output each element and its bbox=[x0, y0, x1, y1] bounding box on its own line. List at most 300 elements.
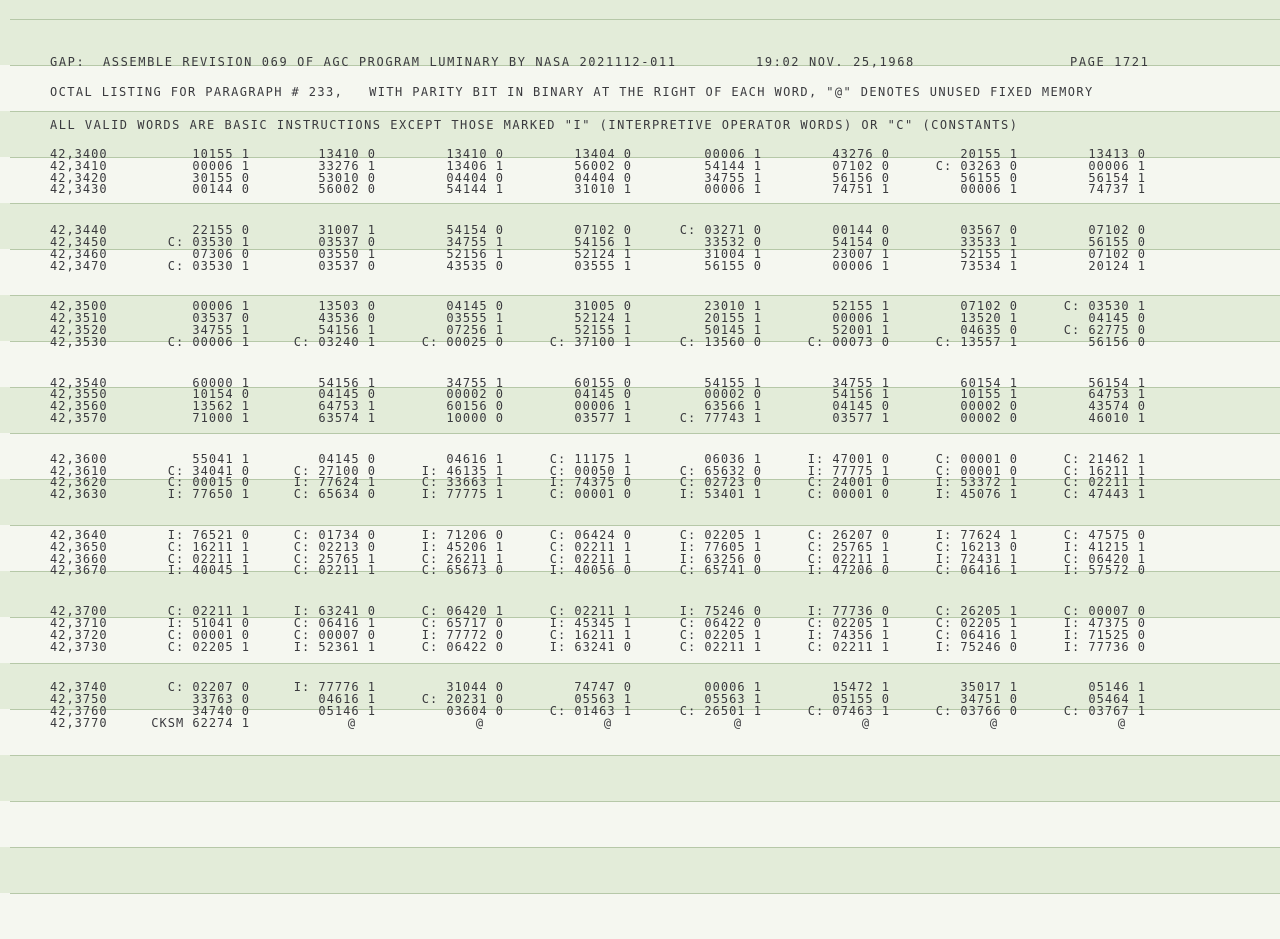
word-cell: 56156 0 bbox=[1088, 335, 1146, 349]
word-cell: 03567 0 bbox=[960, 223, 1018, 237]
word-cell: 56002 0 bbox=[318, 182, 376, 196]
word-cell: C: 24001 0 bbox=[807, 475, 890, 489]
word-cell: C: 62775 0 bbox=[1063, 323, 1146, 337]
word-cell: C: 03766 0 bbox=[935, 704, 1018, 718]
word-cell: I: 53372 1 bbox=[935, 475, 1018, 489]
word-cell: C: 65673 0 bbox=[421, 563, 504, 577]
word-cell: 52001 1 bbox=[832, 323, 890, 337]
word-cell: I: 77650 1 bbox=[167, 487, 250, 501]
ruled-line bbox=[10, 755, 1280, 756]
word-cell: C: 00001 0 bbox=[935, 464, 1018, 478]
word-cell: 07102 0 bbox=[832, 159, 890, 173]
word-cell: 56154 1 bbox=[1088, 171, 1146, 185]
word-cell: C: 34041 0 bbox=[167, 464, 250, 478]
word-cell: 54156 1 bbox=[318, 376, 376, 390]
word-cell: 54155 1 bbox=[704, 376, 762, 390]
word-cell: I: 53401 1 bbox=[679, 487, 762, 501]
word-cell: C: 02211 1 bbox=[293, 563, 376, 577]
word-cell: 63574 1 bbox=[318, 411, 376, 425]
word-cell: C: 01463 1 bbox=[549, 704, 632, 718]
address-cell: 42,3440 bbox=[50, 223, 108, 237]
word-cell: I: 77736 0 bbox=[807, 604, 890, 618]
unused-memory-cell: @ bbox=[1117, 716, 1127, 730]
address-cell: 42,3740 bbox=[50, 680, 108, 694]
word-cell: I: 51041 0 bbox=[167, 616, 250, 630]
word-cell: I: 47375 0 bbox=[1063, 616, 1146, 630]
word-cell: C: 02205 1 bbox=[167, 640, 250, 654]
word-cell: C: 25765 1 bbox=[293, 552, 376, 566]
word-cell: C: 00001 0 bbox=[167, 628, 250, 642]
word-cell: C: 06416 1 bbox=[293, 616, 376, 630]
word-cell: 54154 0 bbox=[446, 223, 504, 237]
word-cell: 04404 0 bbox=[446, 171, 504, 185]
address-cell: 42,3600 bbox=[50, 452, 108, 466]
word-cell: 13562 1 bbox=[192, 399, 250, 413]
word-cell: 00144 0 bbox=[192, 182, 250, 196]
word-cell: 07306 0 bbox=[192, 247, 250, 261]
word-cell: C: 01734 0 bbox=[293, 528, 376, 542]
ruled-line bbox=[10, 847, 1280, 848]
unused-memory-cell: @ bbox=[989, 716, 999, 730]
word-cell: C: 02211 1 bbox=[167, 552, 250, 566]
ruled-line bbox=[10, 433, 1280, 434]
address-cell: 42,3550 bbox=[50, 387, 108, 401]
word-cell: 04145 0 bbox=[318, 452, 376, 466]
word-cell: C: 03767 1 bbox=[1063, 704, 1146, 718]
word-cell: 20155 1 bbox=[704, 311, 762, 325]
word-cell: C: 02211 1 bbox=[549, 540, 632, 554]
word-cell: 34755 1 bbox=[704, 171, 762, 185]
listing-title: GAP: ASSEMBLE REVISION 069 OF AGC PROGRAM LUMINARY BY NASA 2021112-011 bbox=[50, 55, 677, 69]
word-cell: C: 03240 1 bbox=[293, 335, 376, 349]
word-cell: 34755 1 bbox=[192, 323, 250, 337]
word-cell: 03537 0 bbox=[192, 311, 250, 325]
word-cell: I: 77624 1 bbox=[935, 528, 1018, 542]
word-cell: I: 77736 0 bbox=[1063, 640, 1146, 654]
word-cell: 00006 1 bbox=[832, 259, 890, 273]
word-cell: 64753 1 bbox=[318, 399, 376, 413]
word-cell: C: 00001 0 bbox=[807, 487, 890, 501]
address-cell: 42,3650 bbox=[50, 540, 108, 554]
word-cell: I: 72431 1 bbox=[935, 552, 1018, 566]
ruled-line bbox=[10, 203, 1280, 204]
address-cell: 42,3670 bbox=[50, 563, 108, 577]
word-cell: 00006 1 bbox=[1088, 159, 1146, 173]
word-cell: 56154 1 bbox=[1088, 376, 1146, 390]
word-cell: 56155 0 bbox=[1088, 235, 1146, 249]
word-cell: 60156 0 bbox=[446, 399, 504, 413]
word-cell: 52124 1 bbox=[574, 247, 632, 261]
word-cell: 10155 1 bbox=[960, 387, 1018, 401]
timestamp: 19:02 NOV. 25,1968 bbox=[756, 55, 915, 69]
ruled-line bbox=[10, 295, 1280, 296]
word-cell: 04404 0 bbox=[574, 171, 632, 185]
word-cell: C: 00006 1 bbox=[167, 335, 250, 349]
word-cell: C: 07463 1 bbox=[807, 704, 890, 718]
word-cell: 52124 1 bbox=[574, 311, 632, 325]
word-cell: I: 71206 0 bbox=[421, 528, 504, 542]
word-cell: 31005 0 bbox=[574, 299, 632, 313]
address-cell: 42,3540 bbox=[50, 376, 108, 390]
address-cell: 42,3640 bbox=[50, 528, 108, 542]
word-cell: I: 77772 0 bbox=[421, 628, 504, 642]
word-cell: 13410 0 bbox=[446, 147, 504, 161]
word-cell: 04616 1 bbox=[318, 692, 376, 706]
unused-memory-cell: @ bbox=[475, 716, 485, 730]
word-cell: 10155 1 bbox=[192, 147, 250, 161]
word-cell: 03577 1 bbox=[574, 411, 632, 425]
word-cell: 00006 1 bbox=[704, 680, 762, 694]
word-cell: 00002 0 bbox=[446, 387, 504, 401]
address-cell: 42,3560 bbox=[50, 399, 108, 413]
word-cell: C: 00073 0 bbox=[807, 335, 890, 349]
word-cell: C: 06420 1 bbox=[421, 604, 504, 618]
word-cell: C: 65717 0 bbox=[421, 616, 504, 630]
word-cell: 52156 1 bbox=[446, 247, 504, 261]
word-cell: C: 27100 0 bbox=[293, 464, 376, 478]
word-cell: 64753 1 bbox=[1088, 387, 1146, 401]
word-cell: 56002 0 bbox=[574, 159, 632, 173]
page-number: PAGE 1721 bbox=[1070, 55, 1150, 69]
word-cell: 33532 0 bbox=[704, 235, 762, 249]
word-cell: 63566 1 bbox=[704, 399, 762, 413]
word-cell: 04145 0 bbox=[574, 387, 632, 401]
word-cell: C: 03263 0 bbox=[935, 159, 1018, 173]
word-cell: 05155 0 bbox=[832, 692, 890, 706]
word-cell: 05563 1 bbox=[704, 692, 762, 706]
word-cell: C: 21462 1 bbox=[1063, 452, 1146, 466]
word-cell: C: 06422 0 bbox=[679, 616, 762, 630]
word-cell: C: 26501 1 bbox=[679, 704, 762, 718]
word-cell: 54154 0 bbox=[832, 235, 890, 249]
ruled-line bbox=[10, 111, 1280, 112]
word-cell: C: 16211 1 bbox=[167, 540, 250, 554]
word-cell: C: 25765 1 bbox=[807, 540, 890, 554]
word-cell: I: 75246 0 bbox=[679, 604, 762, 618]
word-cell: 13413 0 bbox=[1088, 147, 1146, 161]
table-row bbox=[0, 563, 1280, 578]
word-cell: 20124 1 bbox=[1088, 259, 1146, 273]
word-cell: C: 33663 1 bbox=[421, 475, 504, 489]
word-cell: I: 77775 1 bbox=[807, 464, 890, 478]
word-cell: I: 71525 0 bbox=[1063, 628, 1146, 642]
word-cell: C: 02205 1 bbox=[679, 628, 762, 642]
word-cell: I: 63256 0 bbox=[679, 552, 762, 566]
word-cell: 05146 1 bbox=[1088, 680, 1146, 694]
word-cell: I: 47001 0 bbox=[807, 452, 890, 466]
word-cell: 20155 1 bbox=[960, 147, 1018, 161]
unused-memory-cell: @ bbox=[733, 716, 743, 730]
address-cell: 42,3630 bbox=[50, 487, 108, 501]
word-cell: 43276 0 bbox=[832, 147, 890, 161]
word-cell: 34755 1 bbox=[446, 235, 504, 249]
word-cell: 31007 1 bbox=[318, 223, 376, 237]
word-cell: C: 26207 0 bbox=[807, 528, 890, 542]
word-cell: C: 02211 1 bbox=[1063, 475, 1146, 489]
word-cell: 74751 1 bbox=[832, 182, 890, 196]
word-cell: 50145 1 bbox=[704, 323, 762, 337]
word-cell: 15472 1 bbox=[832, 680, 890, 694]
word-cell: 23007 1 bbox=[832, 247, 890, 261]
listing-legend: ALL VALID WORDS ARE BASIC INSTRUCTIONS EXCEPT THOSE MARKED "I" (INTERPRETIVE OPERATOR WORDS) OR "C" (CONSTANTS) bbox=[50, 118, 1019, 132]
word-cell: C: 16211 1 bbox=[1063, 464, 1146, 478]
word-cell: 04616 1 bbox=[446, 452, 504, 466]
ruled-line bbox=[10, 525, 1280, 526]
word-cell: I: 45206 1 bbox=[421, 540, 504, 554]
listing-description: OCTAL LISTING FOR PARAGRAPH # 233, WITH PARITY BIT IN BINARY AT THE RIGHT OF EACH WORD, "@" DENOTES UNUSED FIXED MEMORY bbox=[50, 85, 1094, 99]
word-cell: I: 45345 1 bbox=[549, 616, 632, 630]
word-cell: 34751 0 bbox=[960, 692, 1018, 706]
word-cell: 05146 1 bbox=[318, 704, 376, 718]
word-cell: 04635 0 bbox=[960, 323, 1018, 337]
word-cell: I: 75246 0 bbox=[935, 640, 1018, 654]
word-cell: 00006 1 bbox=[832, 311, 890, 325]
word-cell: 60154 1 bbox=[960, 376, 1018, 390]
word-cell: C: 00015 0 bbox=[167, 475, 250, 489]
address-cell: 42,3750 bbox=[50, 692, 108, 706]
word-cell: 06036 1 bbox=[704, 452, 762, 466]
address-cell: 42,3620 bbox=[50, 475, 108, 489]
ruled-line bbox=[10, 663, 1280, 664]
word-cell: C: 00007 0 bbox=[293, 628, 376, 642]
word-cell: 00006 1 bbox=[704, 182, 762, 196]
word-cell: 34755 1 bbox=[832, 376, 890, 390]
address-cell: 42,3420 bbox=[50, 171, 108, 185]
address-cell: 42,3510 bbox=[50, 311, 108, 325]
table-row bbox=[0, 716, 1280, 731]
word-cell: C: 02211 1 bbox=[807, 552, 890, 566]
table-row bbox=[0, 259, 1280, 274]
word-cell: 30155 0 bbox=[192, 171, 250, 185]
word-cell: C: 03271 0 bbox=[679, 223, 762, 237]
word-cell: 56155 0 bbox=[960, 171, 1018, 185]
word-cell: 35017 1 bbox=[960, 680, 1018, 694]
word-cell: 13406 1 bbox=[446, 159, 504, 173]
address-cell: 42,3410 bbox=[50, 159, 108, 173]
word-cell: 54144 1 bbox=[704, 159, 762, 173]
word-cell: 03537 0 bbox=[318, 235, 376, 249]
word-cell: C: 16211 1 bbox=[549, 628, 632, 642]
word-cell: 60155 0 bbox=[574, 376, 632, 390]
word-cell: 07102 0 bbox=[1088, 223, 1146, 237]
table-row bbox=[0, 640, 1280, 655]
word-cell: C: 06416 1 bbox=[935, 628, 1018, 642]
word-cell: 04145 0 bbox=[832, 399, 890, 413]
address-cell: 42,3710 bbox=[50, 616, 108, 630]
address-cell: 42,3720 bbox=[50, 628, 108, 642]
word-cell: 31010 1 bbox=[574, 182, 632, 196]
word-cell: 34755 1 bbox=[446, 376, 504, 390]
word-cell: 43574 0 bbox=[1088, 399, 1146, 413]
word-cell: I: 40056 0 bbox=[549, 563, 632, 577]
word-cell: 13404 0 bbox=[574, 147, 632, 161]
word-cell: 07102 0 bbox=[574, 223, 632, 237]
word-cell: C: 00001 0 bbox=[549, 487, 632, 501]
word-cell: 74737 1 bbox=[1088, 182, 1146, 196]
address-cell: 42,3460 bbox=[50, 247, 108, 261]
word-cell: I: 47206 0 bbox=[807, 563, 890, 577]
word-cell: C: 03530 1 bbox=[167, 235, 250, 249]
word-cell: 54144 1 bbox=[446, 182, 504, 196]
address-cell: 42,3770 bbox=[50, 716, 108, 730]
word-cell: 00002 0 bbox=[960, 411, 1018, 425]
unused-memory-cell: @ bbox=[347, 716, 357, 730]
word-cell: 60000 1 bbox=[192, 376, 250, 390]
word-cell: C: 47575 0 bbox=[1063, 528, 1146, 542]
word-cell: C: 03530 1 bbox=[1063, 299, 1146, 313]
word-cell: 46010 1 bbox=[1088, 411, 1146, 425]
word-cell: C: 65741 0 bbox=[679, 563, 762, 577]
word-cell: 00006 1 bbox=[574, 399, 632, 413]
word-cell: 52155 1 bbox=[832, 299, 890, 313]
word-cell: 00006 1 bbox=[192, 299, 250, 313]
word-cell: CKSM 62274 1 bbox=[151, 716, 250, 730]
word-cell: C: 13557 1 bbox=[935, 335, 1018, 349]
word-cell: 31004 1 bbox=[704, 247, 762, 261]
word-cell: 05464 1 bbox=[1088, 692, 1146, 706]
table-row bbox=[0, 335, 1280, 350]
word-cell: C: 02213 0 bbox=[293, 540, 376, 554]
address-cell: 42,3470 bbox=[50, 259, 108, 273]
word-cell: 74747 0 bbox=[574, 680, 632, 694]
word-cell: I: 45076 1 bbox=[935, 487, 1018, 501]
word-cell: 73534 1 bbox=[960, 259, 1018, 273]
word-cell: 33763 0 bbox=[192, 692, 250, 706]
word-cell: C: 02207 0 bbox=[167, 680, 250, 694]
unused-memory-cell: @ bbox=[603, 716, 613, 730]
word-cell: I: 77775 1 bbox=[421, 487, 504, 501]
word-cell: 04145 0 bbox=[318, 387, 376, 401]
word-cell: C: 06422 0 bbox=[421, 640, 504, 654]
word-cell: 00002 0 bbox=[704, 387, 762, 401]
address-cell: 42,3500 bbox=[50, 299, 108, 313]
word-cell: 56156 0 bbox=[832, 171, 890, 185]
word-cell: C: 00050 1 bbox=[549, 464, 632, 478]
word-cell: C: 20231 0 bbox=[421, 692, 504, 706]
paper-band bbox=[0, 801, 1280, 847]
ruled-line bbox=[10, 893, 1280, 894]
address-cell: 42,3450 bbox=[50, 235, 108, 249]
word-cell: C: 00025 0 bbox=[421, 335, 504, 349]
word-cell: C: 02211 1 bbox=[549, 552, 632, 566]
word-cell: 31044 0 bbox=[446, 680, 504, 694]
word-cell: 05563 1 bbox=[574, 692, 632, 706]
word-cell: 53010 0 bbox=[318, 171, 376, 185]
word-cell: I: 74375 0 bbox=[549, 475, 632, 489]
word-cell: 43535 0 bbox=[446, 259, 504, 273]
word-cell: 52155 1 bbox=[960, 247, 1018, 261]
word-cell: 03604 0 bbox=[446, 704, 504, 718]
paper-band bbox=[0, 893, 1280, 939]
word-cell: 07102 0 bbox=[960, 299, 1018, 313]
word-cell: 00006 1 bbox=[704, 147, 762, 161]
address-cell: 42,3700 bbox=[50, 604, 108, 618]
address-cell: 42,3610 bbox=[50, 464, 108, 478]
word-cell: C: 13560 0 bbox=[679, 335, 762, 349]
word-cell: 04145 0 bbox=[446, 299, 504, 313]
word-cell: I: 41215 1 bbox=[1063, 540, 1146, 554]
word-cell: C: 65634 0 bbox=[293, 487, 376, 501]
table-row bbox=[0, 182, 1280, 197]
word-cell: I: 76521 0 bbox=[167, 528, 250, 542]
word-cell: 10154 0 bbox=[192, 387, 250, 401]
word-cell: C: 00001 0 bbox=[935, 452, 1018, 466]
word-cell: C: 02211 1 bbox=[167, 604, 250, 618]
word-cell: 07256 1 bbox=[446, 323, 504, 337]
word-cell: 00006 1 bbox=[960, 182, 1018, 196]
address-cell: 42,3530 bbox=[50, 335, 108, 349]
word-cell: 33533 1 bbox=[960, 235, 1018, 249]
word-cell: C: 06424 0 bbox=[549, 528, 632, 542]
word-cell: 03550 1 bbox=[318, 247, 376, 261]
word-cell: C: 02211 1 bbox=[679, 640, 762, 654]
word-cell: C: 02205 1 bbox=[935, 616, 1018, 630]
word-cell: C: 02205 1 bbox=[679, 528, 762, 542]
word-cell: C: 02211 1 bbox=[549, 604, 632, 618]
word-cell: 23010 1 bbox=[704, 299, 762, 313]
word-cell: C: 00007 0 bbox=[1063, 604, 1146, 618]
word-cell: I: 63241 0 bbox=[549, 640, 632, 654]
word-cell: I: 77605 1 bbox=[679, 540, 762, 554]
ruled-line bbox=[10, 19, 1280, 20]
word-cell: 54156 1 bbox=[318, 323, 376, 337]
word-cell: C: 11175 1 bbox=[549, 452, 632, 466]
word-cell: 00144 0 bbox=[832, 223, 890, 237]
word-cell: C: 16213 0 bbox=[935, 540, 1018, 554]
word-cell: 00002 0 bbox=[960, 399, 1018, 413]
word-cell: 10000 0 bbox=[446, 411, 504, 425]
word-cell: 56155 0 bbox=[704, 259, 762, 273]
word-cell: C: 26211 1 bbox=[421, 552, 504, 566]
word-cell: C: 47443 1 bbox=[1063, 487, 1146, 501]
word-cell: 07102 0 bbox=[1088, 247, 1146, 261]
address-cell: 42,3730 bbox=[50, 640, 108, 654]
word-cell: 54156 1 bbox=[574, 235, 632, 249]
word-cell: C: 06420 1 bbox=[1063, 552, 1146, 566]
word-cell: 52155 1 bbox=[574, 323, 632, 337]
address-cell: 42,3570 bbox=[50, 411, 108, 425]
word-cell: 55041 1 bbox=[192, 452, 250, 466]
address-cell: 42,3520 bbox=[50, 323, 108, 337]
word-cell: I: 57572 0 bbox=[1063, 563, 1146, 577]
word-cell: 33276 1 bbox=[318, 159, 376, 173]
word-cell: C: 02211 1 bbox=[807, 640, 890, 654]
word-cell: C: 03530 1 bbox=[167, 259, 250, 273]
word-cell: 43536 0 bbox=[318, 311, 376, 325]
word-cell: I: 46135 1 bbox=[421, 464, 504, 478]
word-cell: C: 02205 1 bbox=[807, 616, 890, 630]
table-row bbox=[0, 487, 1280, 502]
word-cell: I: 52361 1 bbox=[293, 640, 376, 654]
word-cell: 03577 1 bbox=[832, 411, 890, 425]
word-cell: 00006 1 bbox=[192, 159, 250, 173]
word-cell: C: 37100 1 bbox=[549, 335, 632, 349]
word-cell: C: 65632 0 bbox=[679, 464, 762, 478]
word-cell: 03555 1 bbox=[446, 311, 504, 325]
table-row bbox=[0, 411, 1280, 426]
word-cell: C: 77743 1 bbox=[679, 411, 762, 425]
address-cell: 42,3660 bbox=[50, 552, 108, 566]
unused-memory-cell: @ bbox=[861, 716, 871, 730]
address-cell: 42,3400 bbox=[50, 147, 108, 161]
word-cell: 13410 0 bbox=[318, 147, 376, 161]
word-cell: I: 63241 0 bbox=[293, 604, 376, 618]
word-cell: 03555 1 bbox=[574, 259, 632, 273]
address-cell: 42,3760 bbox=[50, 704, 108, 718]
word-cell: C: 06416 1 bbox=[935, 563, 1018, 577]
word-cell: 54156 1 bbox=[832, 387, 890, 401]
word-cell: 71000 1 bbox=[192, 411, 250, 425]
